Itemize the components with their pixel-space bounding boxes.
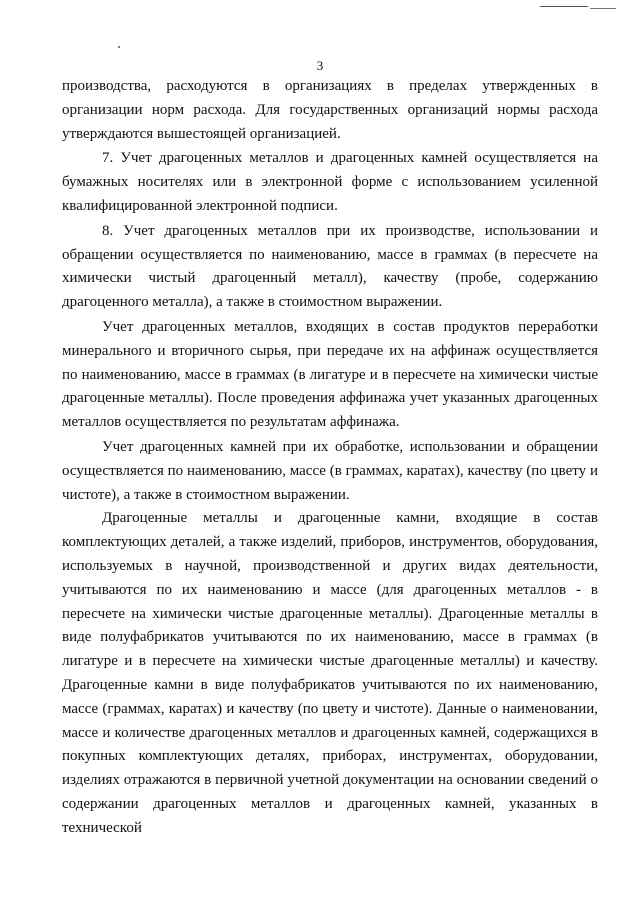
page-number: 3 [316,58,324,73]
document-body [62,75,598,841]
paragraph-components: Драгоценные металлы и драгоценные камни, входящие в состав комплектующих деталей, а также изделий, приборов, инструментов, оборудования, используемых в научной, производственной и других видах деятельности, учитываются по их наименованию и массе (для драгоценных металлов - в пересчете на химически чистые драгоценные металлы). Драгоценные металлы в виде полуфабрикатов учитываются по их наименованию, массе в граммах (в лигатуре и в пересчете на химически чистые драгоценные металлы) и качеству. Драгоценные камни в виде полуфабрикатов учитываются по их наименованию, массе (граммах, каратах) и качеству (по цвету и чистоте). Данные о наименовании, массе и количестве драгоценных металлов и драгоценных камней, содержащихся в покупных комплектующих деталях, приборах, инструментах, оборудовании, изделиях отражаются в первичной учетной документации на основании сведений о содержании драгоценных металлов и драгоценных камней, указанных в технической [62,510,598,836]
paragraph-stones: Учет драгоценных камней при их обработке, использовании и обращении осуществляется по наименованию, массе (в граммах, каратах), качеству (по цвету и чистоте), а также в стоимостном выражении. [62,438,598,503]
paragraph-continuation: производства, расходуются в организациях в пределах утвержденных в организации норм расхода. Для государственных организаций нормы расхода утверждаются вышестоящей организацией. [62,78,598,142]
scan-artifact [540,6,588,7]
scan-artifact [118,46,120,48]
paragraph-refining: Учет драгоценных металлов, входящих в состав продуктов переработки минерального и вторичного сырья, при передаче их на аффинаж осуществляется по наименованию, массе в граммах (в лигатуре и в пересчете на химически чистые драгоценные металлы). После проведения аффинажа учет указанных драгоценных металлов осуществляется по результатам аффинажа. [62,318,598,431]
paragraph-item-7: 7. Учет драгоценных металлов и драгоценных камней осуществляется на бумажных носителях или в электронной форме с использованием усиленной квалифицированной электронной подписи. [62,150,598,214]
paragraph-item-8: 8. Учет драгоценных металлов при их производстве, использовании и обращении осуществляется по наименованию, массе в граммах (в пересчете на химически чистый драгоценный металл), качеству (пробе, содержанию драгоценного металла), а также в стоимостном выражении. [62,222,598,311]
scan-artifact [590,8,616,9]
